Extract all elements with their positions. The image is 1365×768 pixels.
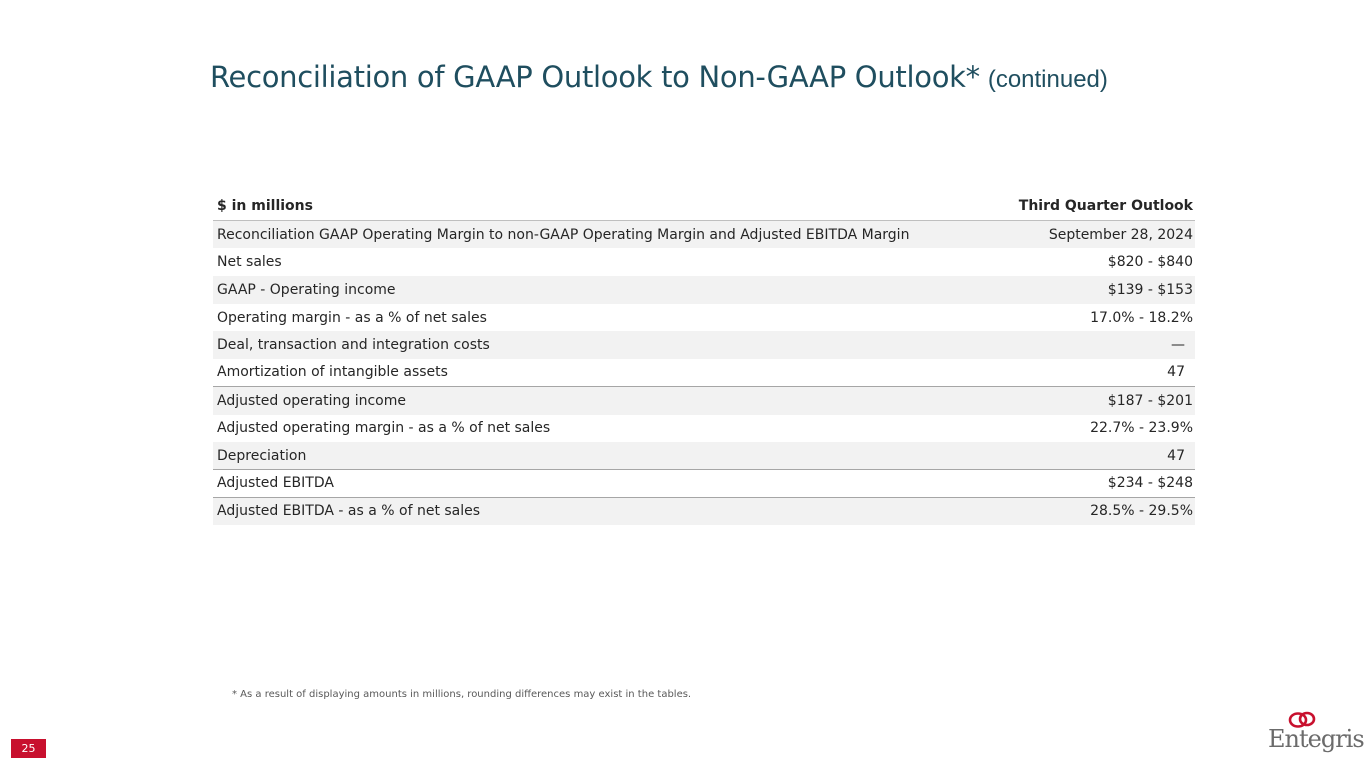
row-value: 22.7% - 23.9% [1090,420,1193,437]
table-row [213,221,1195,249]
table-row [213,304,1195,332]
row-value: 47 [1167,364,1185,381]
title-suffix: (continued) [987,66,1108,93]
page-number: 25 [21,742,36,755]
row-label: Adjusted EBITDA - as a % of net sales [217,503,481,520]
row-value: $187 - $201 [1107,392,1193,409]
table-row [213,442,1195,470]
page-number-badge [11,739,46,758]
table-row [213,415,1195,443]
table-row [213,359,1195,387]
row-label: Adjusted EBITDA [217,475,334,492]
row-value: 28.5% - 29.5% [1090,503,1193,520]
row-value: $139 - $153 [1107,281,1193,298]
row-label: Deal, transaction and integration costs [217,337,490,354]
row-label: Adjusted operating margin - as a % of net sales [217,420,551,437]
entegris-logo [1262,708,1364,758]
row-value: 47 [1167,447,1185,464]
row-value: — [1171,337,1185,354]
row-label: Operating margin - as a % of net sales [217,309,487,326]
footnote: * As a result of displaying amounts in millions, rounding differences may exist in the tables. [232,689,692,700]
row-label: Reconciliation GAAP Operating Margin to non-GAAP Operating Margin and Adjusted EBITDA Margin [217,226,910,243]
logo-text: Entegris [1268,725,1364,753]
table-row [213,248,1195,276]
row-value: 17.0% - 18.2% [1090,309,1193,326]
header-value: Third Quarter Outlook [1018,198,1193,215]
row-value: September 28, 2024 [1048,226,1193,243]
header-label: $ in millions [217,198,313,215]
row-label: Adjusted operating income [217,392,406,409]
table-row [213,331,1195,359]
row-value: $234 - $248 [1107,475,1193,492]
row-label: Depreciation [217,447,307,464]
table-row [213,276,1195,304]
table-row [213,470,1195,498]
row-value: $820 - $840 [1107,254,1193,271]
row-label: GAAP - Operating income [217,281,396,298]
title-main: Reconciliation of GAAP Outlook to Non-GAAP Outlook* [210,60,980,94]
page-title [210,60,1108,94]
row-label: Amortization of intangible assets [217,364,448,381]
reconciliation-table [213,193,1195,525]
table-header-row [213,193,1195,221]
table-row [213,387,1195,415]
table-row [213,498,1195,526]
row-label: Net sales [217,254,282,271]
